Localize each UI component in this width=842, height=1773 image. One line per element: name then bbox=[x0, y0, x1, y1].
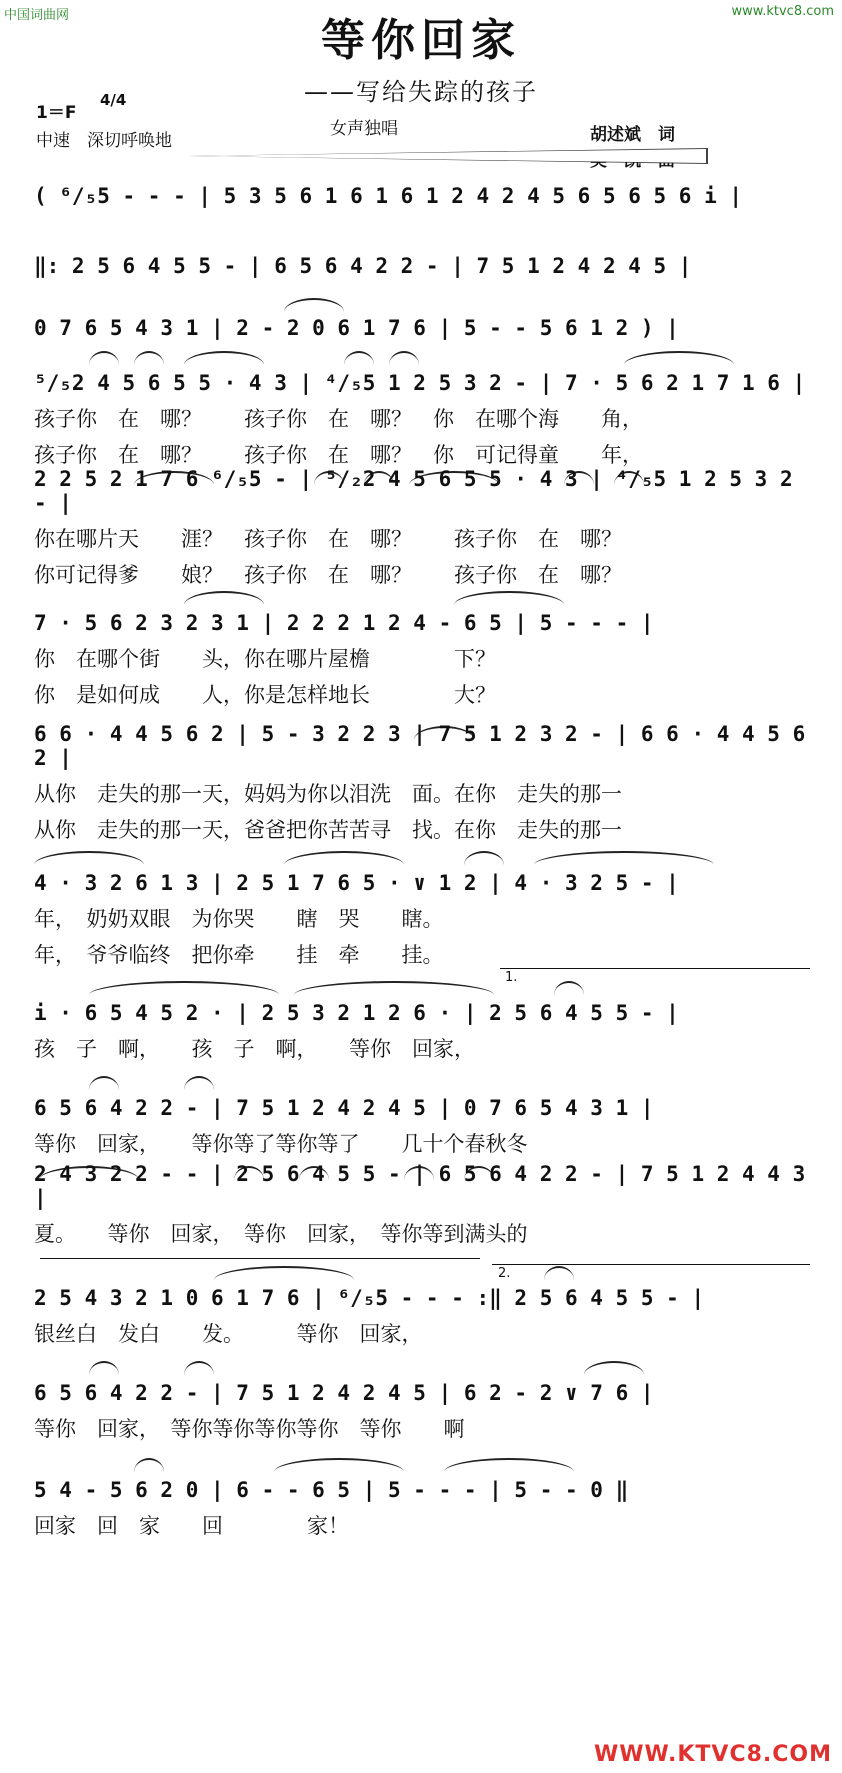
notation-line: 2 5 4 3 2 1 0 6 1 7 6 | ⁶/₅5 - - - :‖ 2 5 6 4 5 5 - | bbox=[34, 1286, 705, 1310]
lyric-line: 等你 回家， 等你等了等你等了 几十个春秋冬 bbox=[34, 1132, 528, 1156]
score-row-12 bbox=[34, 1270, 812, 1365]
notation-line: ⁵/₅2 4 5 6 5 5 · 4 3 | ⁴/₅5 1 2 5 3 2 - | 7 · 5 6 2 1 7 1 6 | bbox=[34, 371, 806, 395]
watermark: WWW.KTVC8.COM bbox=[594, 1742, 832, 1767]
notation-line: 6 5 6 4 2 2 - | 7 5 1 2 4 2 4 5 | 6 2 - 2 ∨ 7 6 | bbox=[34, 1381, 654, 1405]
volta-bracket-2 bbox=[492, 1264, 810, 1265]
score-row-2 bbox=[34, 238, 812, 298]
score-row-13 bbox=[34, 1365, 812, 1460]
notation-line: 5 4 - 5 6 2 0 | 6 - - 6 5 | 5 - - - | 5 - - 0 ‖ bbox=[34, 1478, 629, 1502]
lyric-verse-2: 你 是如何成 人，你是怎样地长 大？ bbox=[34, 683, 496, 707]
score-row-1 bbox=[34, 168, 812, 228]
notation-line: 0 7 6 5 4 3 1 | 2 - 2 0 6 1 7 6 | 5 - - 5 6 1 2 ) | bbox=[34, 316, 679, 340]
composer-credit: 吴 凯 曲 bbox=[590, 151, 675, 171]
performance-type: 女声独唱 bbox=[330, 119, 398, 139]
lyric-line: 夏。 等你 回家， 等你 回家， 等你等到满头的 bbox=[34, 1222, 528, 1246]
notation-line: 6 5 6 4 2 2 - | 7 5 1 2 4 2 4 5 | 0 7 6 5 4 3 1 | bbox=[34, 1096, 654, 1120]
lyric-verse-1: 年， 奶奶双眼 为你哭 瞎 哭 瞎。 bbox=[34, 907, 444, 931]
lyric-line: 孩 子 啊， 孩 子 啊， 等你 回家， bbox=[34, 1037, 475, 1061]
lyric-verse-1: 你在哪片天 涯？ 孩子你 在 哪？ 孩子你 在 哪？ bbox=[34, 527, 622, 551]
score-row-11 bbox=[34, 1162, 812, 1265]
volta-label-2: 2. bbox=[498, 1266, 511, 1281]
lyric-verse-2: 从你 走失的那一天，爸爸把你苦苦寻 找。在你 走失的那一 bbox=[34, 818, 622, 842]
notation-line: 7 · 5 6 2 3 2 3 1 | 2 2 2 1 2 4 - 6 5 | 5 - - - | bbox=[34, 611, 654, 635]
time-signature: 4/4 bbox=[100, 91, 127, 109]
lyric-verse-1: 孩子你 在 哪？ 孩子你 在 哪？ 你 在哪个海 角， bbox=[34, 407, 643, 431]
score-row-14 bbox=[34, 1462, 812, 1557]
lyricist-credit: 胡述斌 词 bbox=[590, 125, 675, 145]
score-row-6 bbox=[34, 595, 812, 725]
notation-line: 6 6 · 4 4 5 6 2 | 5 - 3 2 2 3 | 7 5 1 2 3 2 - | 6 6 · 4 4 5 6 2 | bbox=[34, 722, 806, 770]
lyric-verse-2: 年， 爷爷临终 把你牵 挂 牵 挂。 bbox=[34, 943, 444, 967]
notation-line: 4 · 3 2 6 1 3 | 2 5 1 7 6 5 · ∨ 1 2 | 4 · 3 2 5 - | bbox=[34, 871, 679, 895]
notation-line: i · 6 5 4 5 2 · | 2 5 3 2 1 2 6 · | 2 5 6 4 5 5 - | bbox=[34, 1001, 679, 1025]
lyric-verse-2: 你可记得爹 娘？ 孩子你 在 哪？ 孩子你 在 哪？ bbox=[34, 563, 622, 587]
lyric-line: 银丝白 发白 发。 等你 回家， bbox=[34, 1322, 423, 1346]
site-url-right: www.ktvc8.com bbox=[731, 4, 834, 19]
notation-line: 2 2 5 2 1 7 6 ⁶/₅5 - | ⁵/₂2 4 5 6 5 5 · 4 3 | ⁴/₅5 1 2 5 3 2 - | bbox=[34, 467, 793, 515]
score-row-9 bbox=[34, 985, 812, 1080]
tempo-marking: 中速 深切呼唤地 bbox=[36, 131, 172, 151]
notation-line: ( ⁶/₅5 - - - | 5 3 5 6 1 6 1 6 1 2 4 2 4 5 6 5 6 5 6 i | bbox=[34, 184, 743, 208]
song-subtitle: ——写给失踪的孩子 bbox=[304, 78, 538, 106]
lyric-verse-2: 孩子你 在 哪？ 孩子你 在 哪？ 你 可记得童 年， bbox=[34, 443, 643, 467]
score-row-10 bbox=[34, 1080, 812, 1175]
volta-label-1: 1. bbox=[505, 970, 518, 985]
notation-line: ‖: 2 5 6 4 5 5 - | 6 5 6 4 2 2 - | 7 5 1 2 4 2 4 5 | bbox=[34, 254, 692, 278]
site-name-left: 中国词曲网 bbox=[4, 8, 70, 23]
lyric-verse-1: 你 在哪个街 头，你在哪片屋檐 下？ bbox=[34, 647, 496, 671]
score-row-5 bbox=[34, 467, 812, 605]
lyric-line: 回家 回 家 回 家！ bbox=[34, 1514, 349, 1538]
score-row-8 bbox=[34, 855, 812, 985]
volta-bracket-1 bbox=[500, 968, 810, 969]
notation-line: 2 4 3 2 2 - - | 2 5 6 4 5 5 - | 6 5 6 4 2 2 - | 7 5 1 2 4 4 3 | bbox=[34, 1162, 806, 1210]
lyric-verse-1: 从你 走失的那一天，妈妈为你以泪洗 面。在你 走失的那一 bbox=[34, 782, 622, 806]
score-row-4 bbox=[34, 355, 812, 485]
key-signature: 1＝F bbox=[36, 103, 77, 123]
volta-bracket-top bbox=[40, 1258, 480, 1259]
hairpin-fill bbox=[190, 149, 706, 163]
lyric-line: 等你 回家， 等你等你等你等你 等你 啊 bbox=[34, 1417, 465, 1441]
song-title: 等你回家 bbox=[321, 15, 521, 66]
score-row-7 bbox=[34, 722, 812, 860]
